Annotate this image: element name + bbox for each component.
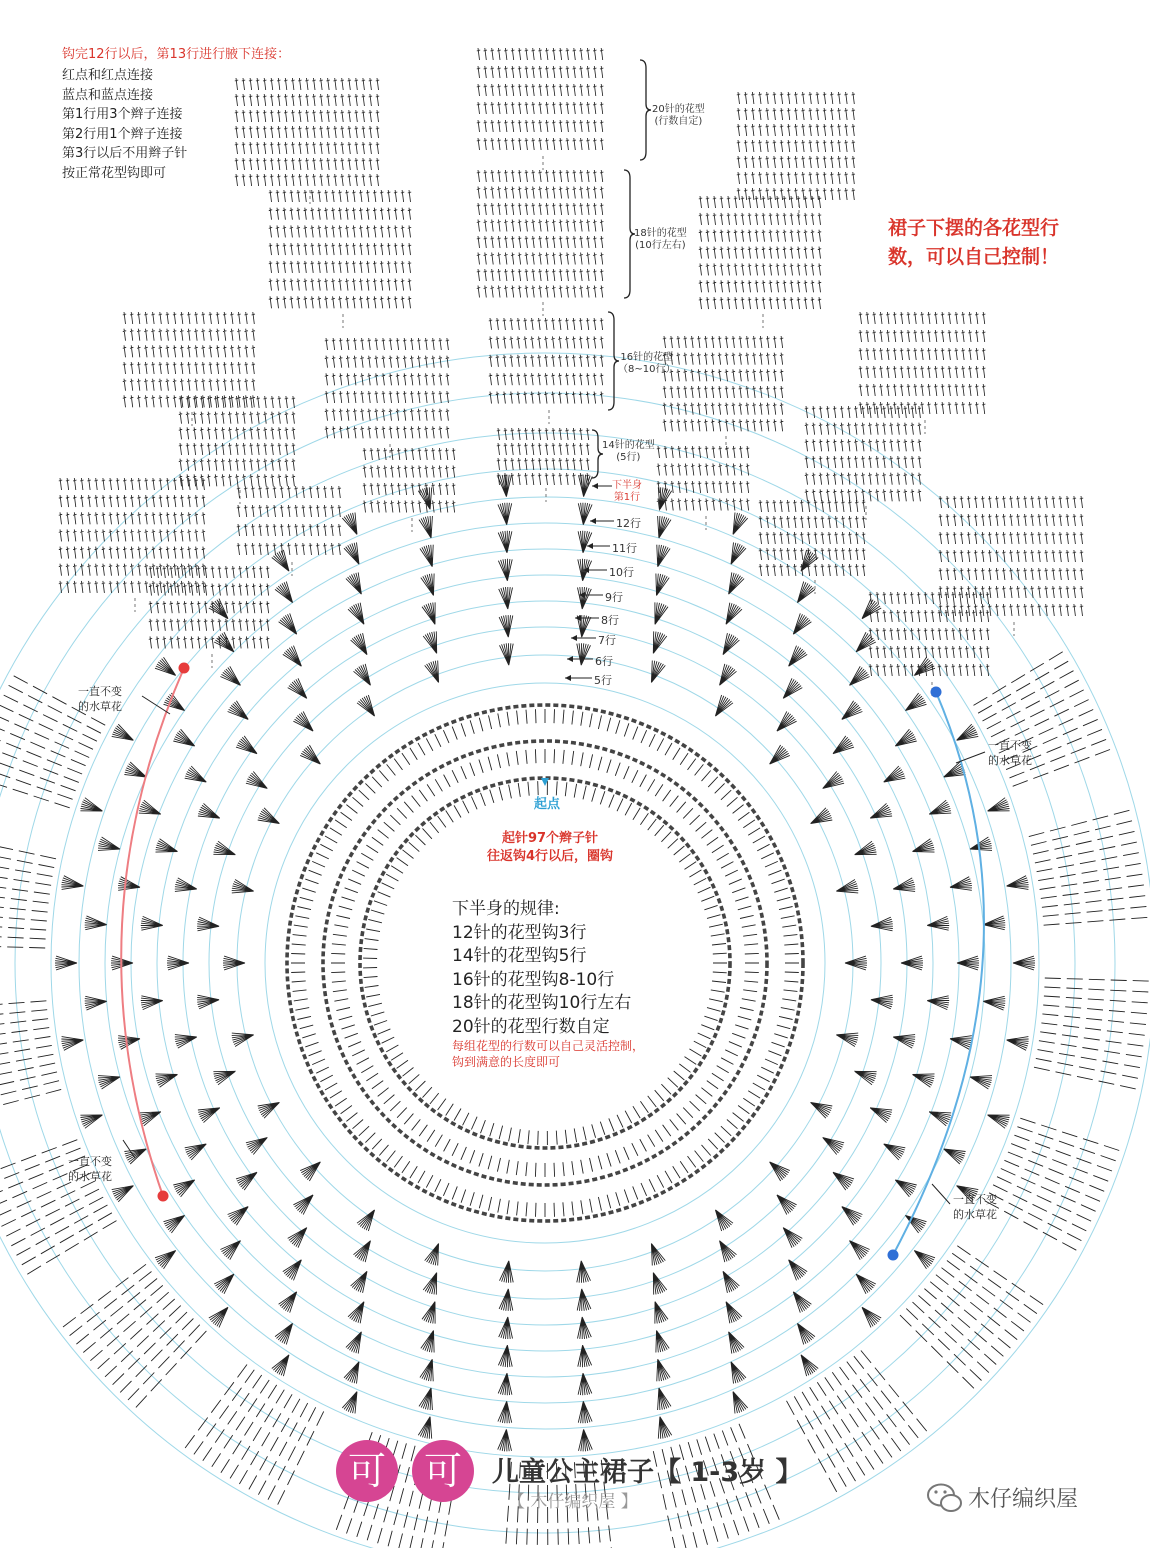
fan-stitch: [246, 772, 267, 789]
fan-stitch: [214, 1274, 234, 1294]
fan-stitch: [777, 711, 797, 731]
rules-item: 18针的花型钩10行左右: [452, 993, 632, 1013]
fan-stitch: [55, 956, 77, 970]
skirt-scallop: [0, 837, 56, 948]
row-arrowhead: [567, 656, 573, 662]
skirt-fan-panel: [179, 396, 295, 486]
fan-stitch: [811, 808, 833, 824]
fan-stitch: [793, 1292, 811, 1313]
fan-stitch: [726, 603, 742, 625]
fan-stitch: [80, 798, 102, 811]
row1-label-line: 下半身: [612, 480, 642, 491]
rules-item: 12针的花型钩3行: [452, 922, 587, 943]
side-label-lower-right: [953, 1192, 997, 1222]
fan-stitch: [98, 837, 120, 850]
pattern-label-16: [618, 352, 675, 376]
skirt-fan-panel: [759, 500, 866, 576]
pattern-label-line: (行数自定): [654, 116, 703, 127]
red-join-dot: [179, 663, 190, 674]
skirt-scallop: [0, 1001, 61, 1116]
fan-stitch: [651, 1244, 665, 1266]
side-label-line: 一直不变: [953, 1193, 997, 1206]
fan-stitch: [856, 632, 876, 652]
pattern-label-20: [652, 104, 705, 128]
fan-stitch: [499, 1317, 513, 1339]
side-label-upper-left: [78, 684, 122, 714]
side-label-line: 的水草花: [68, 1170, 112, 1183]
pattern-label-18: [634, 228, 687, 252]
pattern-label-line: (5行): [616, 452, 641, 463]
fan-stitch: [423, 1273, 437, 1295]
red-join-dot: [158, 1191, 169, 1202]
fan-stitch: [272, 550, 289, 571]
fan-stitch: [164, 693, 185, 711]
fan-stitch: [348, 1302, 364, 1324]
fan-stitch: [500, 643, 514, 665]
fan-stitch: [783, 678, 802, 698]
fan-stitch: [913, 839, 935, 852]
fan-stitch: [720, 1241, 737, 1262]
fan-stitch: [842, 1207, 863, 1226]
fan-stitch: [258, 1102, 280, 1118]
foundation-note: [470, 830, 630, 866]
fan-stitch: [770, 745, 790, 764]
row-label-7: 7行: [598, 634, 616, 647]
fan-stitch: [344, 542, 359, 564]
skirt-scallop: [63, 1264, 206, 1407]
fan-stitch: [833, 1172, 854, 1190]
fan-stitch: [793, 613, 811, 634]
fan-stitch: [175, 878, 197, 892]
fan-stitch: [957, 956, 979, 970]
fan-stitch: [175, 1035, 197, 1049]
fan-stitch: [228, 1207, 249, 1226]
start-point-label: 起点: [534, 797, 561, 812]
fan-stitch: [850, 666, 870, 685]
fan-stitch: [346, 572, 362, 594]
side-label-line: 一直不变: [988, 739, 1032, 752]
fan-stitch: [944, 1149, 966, 1164]
fan-stitch: [862, 1307, 881, 1327]
fan-stitch: [579, 1429, 593, 1451]
fan-stitch: [499, 615, 513, 637]
skirt-fan-panel: [325, 338, 449, 438]
fan-stitch: [258, 808, 280, 824]
fan-stitch: [733, 513, 748, 535]
fan-stitch: [988, 798, 1010, 811]
blue-join-dot: [888, 1250, 899, 1261]
fan-stitch: [288, 678, 307, 698]
fan-stitch: [855, 841, 877, 855]
fan-stitch: [118, 877, 140, 891]
row-label-11: 11行: [612, 542, 637, 555]
fan-stitch: [895, 729, 916, 746]
fan-stitch: [279, 613, 297, 634]
wechat-icon: [925, 1478, 965, 1518]
side-label-line: 的水草花: [988, 754, 1032, 767]
fan-stitch: [342, 513, 357, 535]
fan-stitch: [167, 956, 189, 970]
skirt-fan-panel: [805, 406, 921, 501]
row-arrowhead: [571, 635, 577, 641]
skirt-fan-panel: [123, 312, 255, 407]
join-step: 红点和红点连接: [62, 68, 154, 83]
fan-stitch: [420, 545, 433, 567]
fan-stitch: [124, 762, 146, 777]
pattern-label-14: [602, 440, 655, 464]
brand-logo-circle: 可: [336, 1440, 398, 1502]
fan-stitch: [658, 516, 671, 538]
fan-stitch: [220, 666, 240, 685]
fan-stitch: [871, 917, 893, 931]
fan-stitch: [578, 1401, 592, 1423]
fan-stitch: [80, 1115, 102, 1128]
fan-stitch: [300, 1162, 320, 1181]
fan-stitch: [657, 1359, 670, 1381]
rules-flex-note: [452, 1038, 644, 1070]
fan-stitch: [112, 724, 134, 740]
fan-stitch: [1013, 956, 1035, 970]
skirt-fan-panel: [869, 592, 990, 676]
fan-stitch: [658, 1388, 671, 1410]
row1-label-line: 第1行: [613, 492, 641, 503]
brand-logo-circle: 可: [412, 1440, 474, 1502]
fan-stitch: [823, 772, 844, 789]
fan-stitch: [197, 917, 219, 931]
fan-stitch: [823, 1138, 844, 1155]
fan-stitch: [498, 1429, 512, 1451]
fan-stitch: [893, 1035, 915, 1049]
fan-stitch: [871, 995, 893, 1009]
fan-stitch: [61, 876, 83, 890]
fan-stitch: [419, 1388, 432, 1410]
fan-stitch: [423, 631, 437, 653]
fan-stitch: [901, 956, 923, 970]
lower-body-row1-label: [612, 480, 642, 504]
fan-stitch: [884, 1144, 906, 1160]
row-arrowhead: [587, 543, 593, 549]
pattern-bracket: [640, 60, 651, 160]
fan-stitch: [836, 880, 858, 893]
foundation-note-line: 起针97个辫子针: [501, 831, 599, 846]
fan-stitch: [283, 1260, 302, 1281]
fan-stitch: [498, 531, 512, 553]
row-arrowhead: [590, 518, 596, 524]
side-label-lower-left: [68, 1154, 112, 1184]
fan-stitch: [351, 1271, 367, 1293]
side-label-line: 一直不变: [68, 1155, 112, 1168]
fan-stitch: [913, 1074, 935, 1087]
fan-stitch: [209, 1307, 228, 1327]
side-label-line: 一直不变: [78, 685, 122, 698]
skirt-fan-panel: [235, 78, 379, 186]
fan-stitch: [723, 633, 739, 655]
fan-stitch: [85, 916, 107, 930]
fan-stitch: [232, 1033, 254, 1046]
skirt-scallop: [900, 1246, 1043, 1389]
fan-stitch: [653, 631, 667, 653]
row-label-8: 8行: [601, 614, 619, 627]
lower-body-rules: [452, 898, 631, 1039]
fan-stitch: [950, 877, 972, 891]
fan-stitch: [288, 1228, 307, 1248]
skirt-fan-panel: [477, 170, 604, 298]
fan-stitch: [118, 1036, 140, 1050]
fan-stitch: [213, 841, 235, 855]
fan-stitch: [884, 766, 906, 782]
fan-stitch: [988, 1115, 1010, 1128]
side-label-line: 的水草花: [953, 1208, 997, 1221]
fan-stitch: [578, 531, 592, 553]
fan-stitch: [228, 701, 249, 720]
pattern-label-line: 18针的花型: [634, 228, 687, 239]
fan-stitch: [351, 633, 367, 655]
fan-stitch: [789, 1260, 808, 1281]
skirt-note-line: 数，可以自己控制！: [888, 246, 1060, 268]
rules-note-line: 钩到满意的长度即可: [452, 1055, 561, 1069]
fan-stitch: [422, 602, 435, 624]
fan-stitch: [929, 800, 951, 814]
fan-stitch: [895, 1180, 916, 1197]
fan-stitch: [1007, 876, 1029, 890]
fan-stitch: [905, 693, 926, 711]
fan-stitch: [156, 839, 178, 852]
fan-stitch: [970, 837, 992, 850]
join-step: 蓝点和蓝点连接: [62, 87, 154, 103]
skirt-fan-panel: [663, 336, 784, 431]
fan-stitch: [185, 1144, 207, 1160]
skirt-fan-panel: [657, 446, 750, 511]
skirt-fan-panel: [269, 190, 411, 308]
skirt-scallop: [1034, 978, 1149, 1089]
fan-stitch: [156, 1074, 178, 1087]
fan-stitch: [789, 646, 808, 667]
join-step: 按正常花型钩即可: [62, 165, 167, 181]
fan-stitch: [236, 1172, 257, 1190]
fan-stitch: [655, 602, 668, 624]
fan-stitch: [833, 736, 854, 754]
fan-stitch: [777, 1195, 797, 1215]
fan-stitch: [1007, 1037, 1029, 1051]
fan-stitch: [155, 657, 176, 675]
fan-stitch: [657, 545, 670, 567]
fan-stitch: [421, 574, 434, 596]
side-label-upper-right: [988, 738, 1032, 768]
fan-stitch: [425, 1244, 439, 1266]
pattern-title: 儿童公主裙子【 1-3岁 】: [492, 1457, 803, 1488]
fan-stitch: [801, 1355, 818, 1376]
row-label-6: 6行: [595, 655, 613, 668]
fan-stitch: [223, 956, 245, 970]
fan-stitch: [164, 1215, 185, 1233]
fan-stitch: [578, 587, 592, 609]
join-step: 第2行用1个辫子连接: [62, 126, 183, 142]
fan-stitch: [658, 487, 671, 509]
fan-stitch: [811, 1102, 833, 1118]
fan-stitch: [498, 475, 512, 497]
fan-stitch: [797, 582, 815, 603]
skirt-rows-note: [888, 214, 1059, 272]
row-arrowhead: [592, 483, 598, 489]
fan-stitch: [577, 643, 591, 665]
skirt-fan-panel: [477, 48, 604, 150]
fan-stitch: [425, 661, 439, 683]
foundation-note-line: 往返钩4行以后，圈钩: [486, 849, 614, 864]
fan-stitch: [499, 1289, 513, 1311]
fan-stitch: [283, 646, 302, 667]
fan-stitch: [213, 1071, 235, 1085]
fan-stitch: [155, 1251, 176, 1269]
fan-stitch: [418, 1417, 431, 1439]
fan-stitch: [272, 1355, 289, 1376]
fan-stitch: [346, 1332, 362, 1354]
fan-stitch: [729, 1332, 745, 1354]
fan-stitch: [578, 1373, 592, 1395]
fan-stitch: [354, 1241, 371, 1262]
fan-stitch: [720, 664, 737, 685]
pattern-label-line: 14针的花型: [602, 440, 655, 451]
fan-stitch: [983, 916, 1005, 930]
fan-stitch: [421, 1331, 434, 1353]
fan-stitch: [279, 1292, 297, 1313]
fan-stitch: [656, 574, 669, 596]
row-arrowhead: [565, 675, 571, 681]
fan-stitch: [293, 711, 313, 731]
fan-stitch: [61, 1037, 83, 1051]
fan-stitch: [655, 1302, 668, 1324]
fan-stitch: [85, 996, 107, 1010]
fan-stitch: [957, 724, 979, 740]
fan-stitch: [246, 1138, 267, 1155]
skirt-fan-panel: [489, 318, 604, 404]
fan-stitch: [842, 701, 863, 720]
skirt-fan-panel: [59, 478, 205, 593]
join-step: 第1行用3个辫子连接: [62, 107, 183, 122]
fan-stitch: [498, 1401, 512, 1423]
skirt-fan-panel: [859, 312, 986, 414]
row-label-5: 5行: [594, 674, 612, 687]
fan-stitch: [499, 587, 513, 609]
rules-note-line: 每组花型的行数可以自己灵活控制，: [452, 1039, 645, 1053]
fan-stitch: [220, 1241, 240, 1260]
fan-stitch: [418, 487, 431, 509]
pattern-label-line: （8~10行）: [618, 364, 676, 375]
fan-stitch: [232, 880, 254, 893]
fan-stitch: [124, 1149, 146, 1164]
fan-stitch: [498, 1373, 512, 1395]
fan-stitch: [731, 1362, 746, 1384]
join-step: 第3行以后不用辫子针: [62, 146, 188, 161]
row-label-10: 10行: [609, 566, 634, 579]
fan-stitch: [577, 1289, 591, 1311]
fan-stitch: [344, 1362, 359, 1384]
fan-stitch: [197, 995, 219, 1009]
skirt-fan-panel: [737, 92, 855, 200]
fan-stitch: [300, 745, 320, 764]
fan-stitch: [914, 1251, 935, 1269]
fan-stitch: [845, 956, 867, 970]
wechat-account-name: 木仔编织屋: [968, 1487, 1079, 1512]
fan-stitch: [275, 1323, 293, 1344]
fan-stitch: [348, 603, 364, 625]
fan-stitch: [419, 516, 432, 538]
fan-stitch: [651, 661, 665, 683]
fan-stitch: [500, 1261, 514, 1283]
fan-stitch: [723, 1271, 739, 1293]
fan-stitch: [950, 1036, 972, 1050]
fan-stitch: [797, 1323, 815, 1344]
fan-stitch: [498, 503, 512, 525]
side-label-line: 的水草花: [78, 700, 122, 713]
fan-stitch: [770, 1162, 790, 1181]
rules-item: 20针的花型行数自定: [452, 1016, 610, 1037]
blue-join-dot: [931, 687, 942, 698]
underarm-join-steps: [62, 66, 187, 183]
fan-stitch: [731, 542, 746, 564]
fan-stitch: [342, 1392, 357, 1414]
row-label-9: 9行: [605, 591, 623, 604]
fan-stitch: [658, 1417, 671, 1439]
fan-stitch: [653, 1273, 667, 1295]
fan-stitch: [850, 1241, 870, 1260]
fan-stitch: [422, 1302, 435, 1324]
fan-stitch: [578, 1317, 592, 1339]
fan-stitch: [173, 1180, 194, 1197]
skirt-scallop: [1029, 810, 1148, 925]
fan-stitch: [214, 632, 234, 652]
fan-stitch: [293, 1195, 313, 1215]
pattern-label-line: 16针的花型: [620, 352, 674, 363]
fan-stitch: [656, 1331, 669, 1353]
skirt-fan-panel: [497, 428, 590, 485]
fan-stitch: [733, 1392, 748, 1414]
skirt-note-line: 裙子下摆的各花型行: [888, 217, 1060, 239]
fan-stitch: [726, 1302, 742, 1324]
fan-stitch: [236, 736, 257, 754]
pattern-label-line: 20针的花型: [652, 104, 705, 115]
fan-stitch: [112, 1186, 134, 1202]
fan-stitch: [185, 766, 207, 782]
pattern-subtitle: 【 木仔编织屋 】: [508, 1492, 638, 1512]
fan-stitch: [139, 800, 161, 814]
fan-stitch: [855, 1071, 877, 1085]
fan-stitch: [420, 1359, 433, 1381]
fan-stitch: [836, 1033, 858, 1046]
fan-stitch: [173, 729, 194, 746]
row-label-12: 12行: [616, 517, 641, 530]
pattern-label-line: (10行左右): [635, 240, 686, 251]
fan-stitch: [893, 878, 915, 892]
skirt-scallop: [985, 1118, 1119, 1250]
label-pointer: [932, 1184, 950, 1204]
skirt-fan-panel: [699, 196, 821, 309]
fan-stitch: [98, 1076, 120, 1089]
fan-stitch: [275, 582, 293, 603]
fan-stitch: [354, 664, 371, 685]
fan-stitch: [783, 1228, 802, 1248]
fan-stitch: [929, 1112, 951, 1126]
rules-item: 16针的花型钩8-10行: [452, 969, 615, 990]
fan-stitch: [729, 572, 745, 594]
fan-stitch: [856, 1274, 876, 1294]
underarm-join-title: 钩完12行以后，第13行进行腋下连接：: [62, 47, 291, 62]
rules-item: 14针的花型钩5行: [452, 946, 587, 966]
fan-stitch: [983, 996, 1005, 1010]
rules-title: 下半身的规律:: [452, 899, 560, 919]
fan-stitch: [577, 1261, 591, 1283]
fan-stitch: [970, 1076, 992, 1089]
